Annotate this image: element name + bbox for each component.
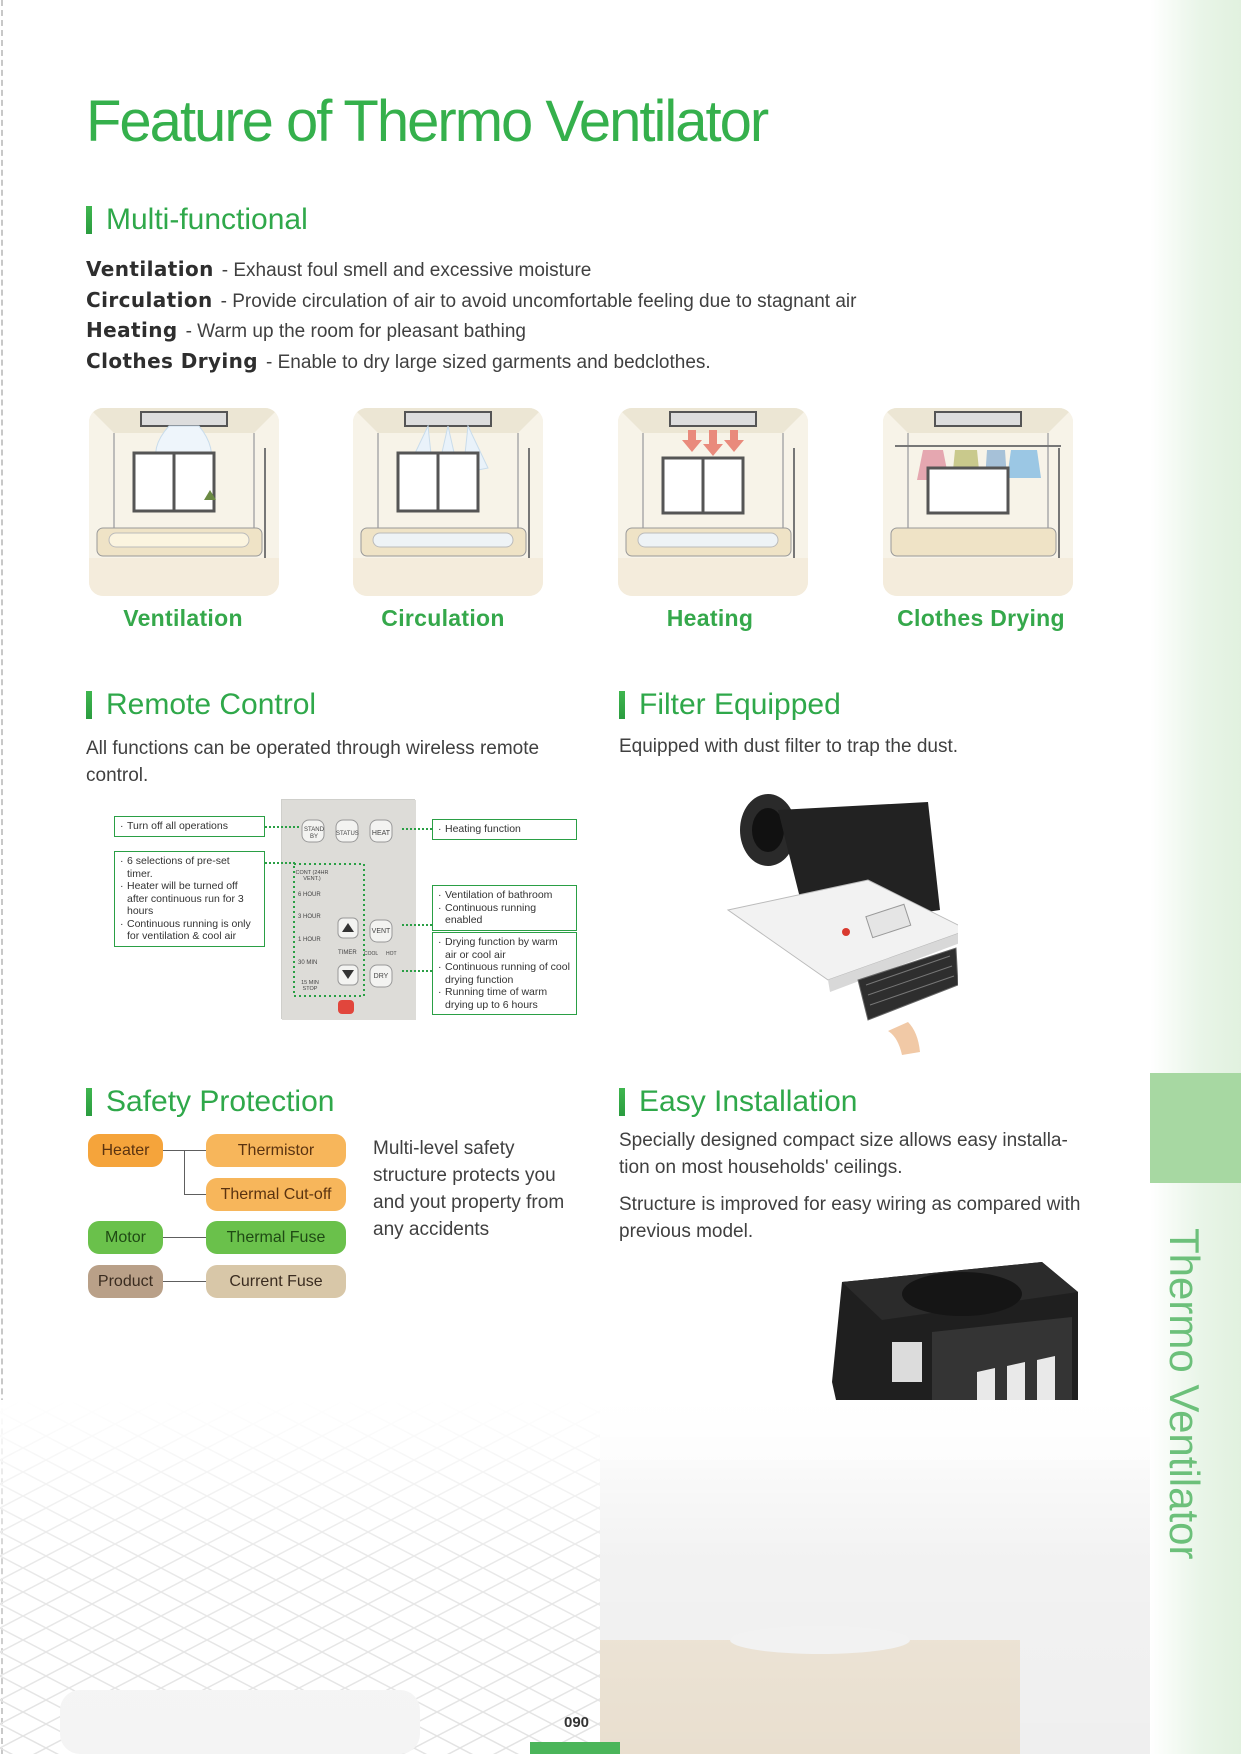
heading-bar [86, 206, 92, 234]
connector-line [184, 1150, 185, 1194]
callout-timer [114, 851, 265, 947]
installation-description-2: Structure is improved for easy wiring as compared with previous model. [619, 1194, 1081, 1242]
heading-bar [619, 691, 625, 719]
feature-term: Circulation [86, 287, 213, 312]
filter-description: Equipped with dust filter to trap the dust. [619, 736, 959, 757]
thermal-fuse-pill: Thermal Fuse [206, 1221, 346, 1254]
clothes-drying-illustration [883, 408, 1073, 596]
callout-line: · Heating function [445, 823, 570, 836]
feature-term: Clothes Drying [86, 348, 259, 373]
connector-line [163, 1281, 206, 1282]
dry-button-label: DRY [373, 973, 389, 980]
side-title: Thermo Ventilator [1161, 1228, 1208, 1560]
callout-line: · Ventilation of bathroom [445, 889, 570, 902]
multi-functional-heading [86, 203, 308, 237]
caption-ventilation: Ventilation [123, 605, 243, 631]
motor-pill: Motor [88, 1221, 163, 1254]
callout-line: · Turn off all operations [127, 820, 258, 833]
feature-row [86, 255, 986, 286]
page-number: 090 [564, 1714, 590, 1731]
heater-pill: Heater [88, 1134, 163, 1167]
callout-line: · Drying function by warm air or cool air [445, 936, 570, 961]
caption-clothes-drying: Clothes Drying [897, 605, 1065, 631]
heading-text: Filter Equipped [639, 688, 841, 721]
heading-text: Remote Control [106, 688, 317, 721]
status-button-label: STATUS [336, 831, 359, 837]
feature-row [86, 316, 986, 347]
installation-description-1: Specially designed compact size allows easy installa-tion on most households' ceilings. [619, 1130, 1068, 1178]
feature-desc: - Enable to dry large sized garments and bedclothes. [266, 351, 711, 373]
timer-label: TIMER [338, 950, 357, 956]
cont-label: CONT (24HR VENT.) [295, 870, 329, 882]
safety-protection-heading [86, 1085, 334, 1119]
thermistor-pill: Thermistor [206, 1134, 346, 1167]
caption-heating: Heating [666, 605, 754, 631]
page-title: Feature of Thermo Ventilator [86, 89, 768, 154]
6-hour-label: 6 HOUR [298, 892, 321, 898]
hot-label: HOT [386, 951, 397, 957]
30-min-label: 30 MIN [298, 960, 318, 966]
heading-bar [86, 691, 92, 719]
current-fuse-pill: Current Fuse [206, 1265, 346, 1298]
callout-line: · Heater will be turned off after continuous run for 3 hours [127, 880, 258, 918]
heading-text: Easy Installation [639, 1085, 858, 1118]
bathroom-background [0, 1400, 1150, 1754]
standby-button-label: STAND BY [304, 827, 324, 840]
15-min-stop-label: 15 MIN STOP [301, 980, 319, 992]
easy-installation-heading [619, 1085, 857, 1119]
callout-heat [432, 819, 577, 840]
caption-circulation: Circulation [381, 605, 505, 631]
remote-control-image [281, 799, 415, 1019]
callout-connector [265, 862, 295, 864]
feature-desc: - Warm up the room for pleasant bathing [185, 321, 526, 342]
1-hour-label: 1 HOUR [298, 937, 321, 943]
callout-vent [432, 885, 577, 931]
thermal-cutoff-pill: Thermal Cut-off [206, 1178, 346, 1211]
callout-line: · Running time of warm drying up to 6 hours [445, 986, 570, 1011]
heading-text: Multi-functional [106, 203, 308, 236]
ventilation-illustration [89, 408, 279, 596]
callout-line: · Continuous running is only for ventilation & cool air [127, 918, 258, 943]
heat-button-label: HEAT [371, 830, 391, 837]
feature-term: Heating [86, 318, 178, 342]
heating-illustration [618, 408, 808, 596]
feature-row [86, 347, 986, 378]
cool-label: COOL [364, 951, 379, 957]
3-hour-label: 3 HOUR [298, 914, 321, 920]
callout-connector [265, 826, 299, 828]
circulation-illustration [353, 408, 543, 596]
product-pill: Product [88, 1265, 163, 1298]
feature-desc: - Provide circulation of air to avoid uncomfortable feeling due to stagnant air [220, 290, 857, 312]
heading-bar [86, 1088, 92, 1116]
filter-equipped-heading [619, 688, 841, 722]
callout-connector [402, 970, 432, 972]
callout-line: · Continuous running of cool drying function [445, 961, 570, 986]
remote-control-heading [86, 688, 316, 722]
feature-term: Ventilation [86, 257, 214, 281]
feature-row [86, 286, 986, 317]
callout-connector [402, 828, 432, 830]
feature-desc: - Exhaust foul smell and excessive moisture [221, 260, 592, 281]
connector-line [163, 1237, 206, 1238]
side-tab [1150, 1073, 1241, 1183]
callout-line: · Continuous running enabled [445, 902, 570, 927]
ventilator-filter-image [718, 780, 958, 1055]
callout-dry [432, 932, 577, 1015]
heading-bar [619, 1088, 625, 1116]
vent-button-label: VENT [371, 928, 391, 935]
heading-text: Safety Protection [106, 1085, 335, 1118]
page-number-tab [530, 1742, 620, 1754]
connector-line [184, 1194, 206, 1195]
callout-off [114, 816, 265, 837]
callout-connector [402, 924, 432, 926]
safety-description: Multi-level safety structure protects you and yout property from any accidents [373, 1138, 565, 1240]
remote-description: All functions can be operated through wireless remote control. [86, 738, 540, 786]
feature-list [86, 255, 986, 377]
callout-line: · 6 selections of pre-set timer. [127, 855, 258, 880]
